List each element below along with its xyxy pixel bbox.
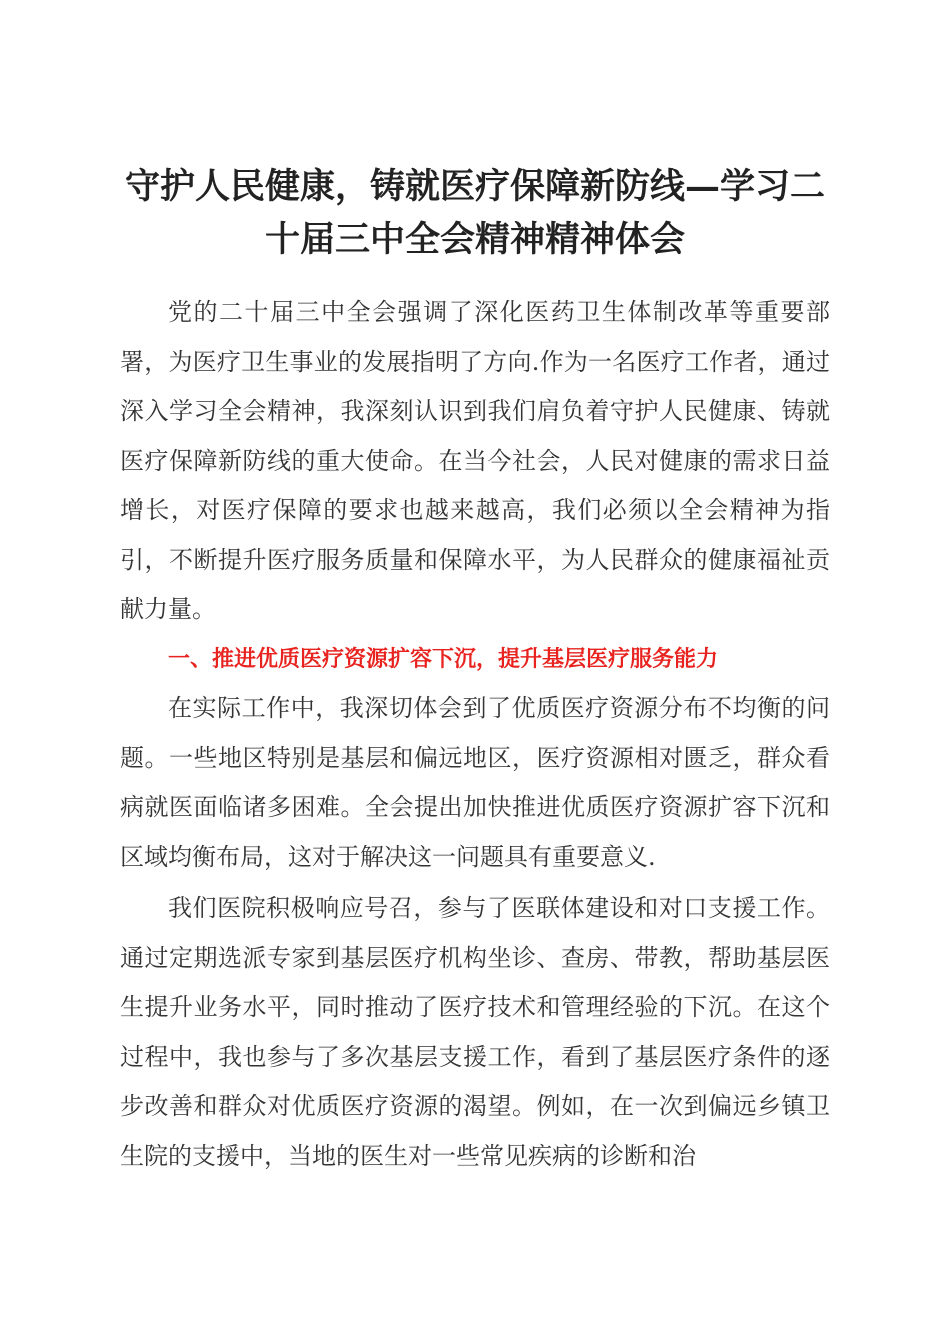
- paragraph-section-1-continued: 我们医院积极响应号召，参与了医联体建设和对口支援工作。通过定期选派专家到基层医疗机构坐诊、查房、带教，帮助基层医生提升业务水平，同时推动了医疗技术和管理经验的下沉。在这个过程中，我也参与了多次基层支援工作，看到了基层医疗条件的逐步改善和群众对优质医疗资源的渴望。例如，在一次到偏远乡镇卫生院的支援中，当地的医生对一些常见疾病的诊断和治: [120, 894, 830, 1170]
- paragraph-section-1: 在实际工作中，我深切体会到了优质医疗资源分布不均衡的问题。一些地区特别是基层和偏远地区，医疗资源相对匮乏，群众看病就医面临诸多困难。全会提出加快推进优质医疗资源扩容下沉和区域均衡布局，这对于解决这一问题具有重要意义.: [120, 694, 830, 871]
- paragraph-intro: 党的二十届三中全会强调了深化医药卫生体制改革等重要部署，为医疗卫生事业的发展指明了方向.作为一名医疗工作者，通过深入学习全会精神，我深刻认识到我们肩负着守护人民健康、铸就医疗保障新防线的重大使命。在当今社会，人民对健康的需求日益增长，对医疗保障的要求也越来越高，我们必须以全会精神为指引，不断提升医疗服务质量和保障水平，为人民群众的健康福祉贡献力量。: [120, 298, 830, 623]
- document-body: [120, 288, 830, 1181]
- document-title: 守护人民健康，铸就医疗保障新防线—学习二十届三中全会精神精神体会: [124, 166, 825, 260]
- section-heading-1: 一、推进优质医疗资源扩容下沉，提升基层医疗服务能力: [168, 646, 719, 672]
